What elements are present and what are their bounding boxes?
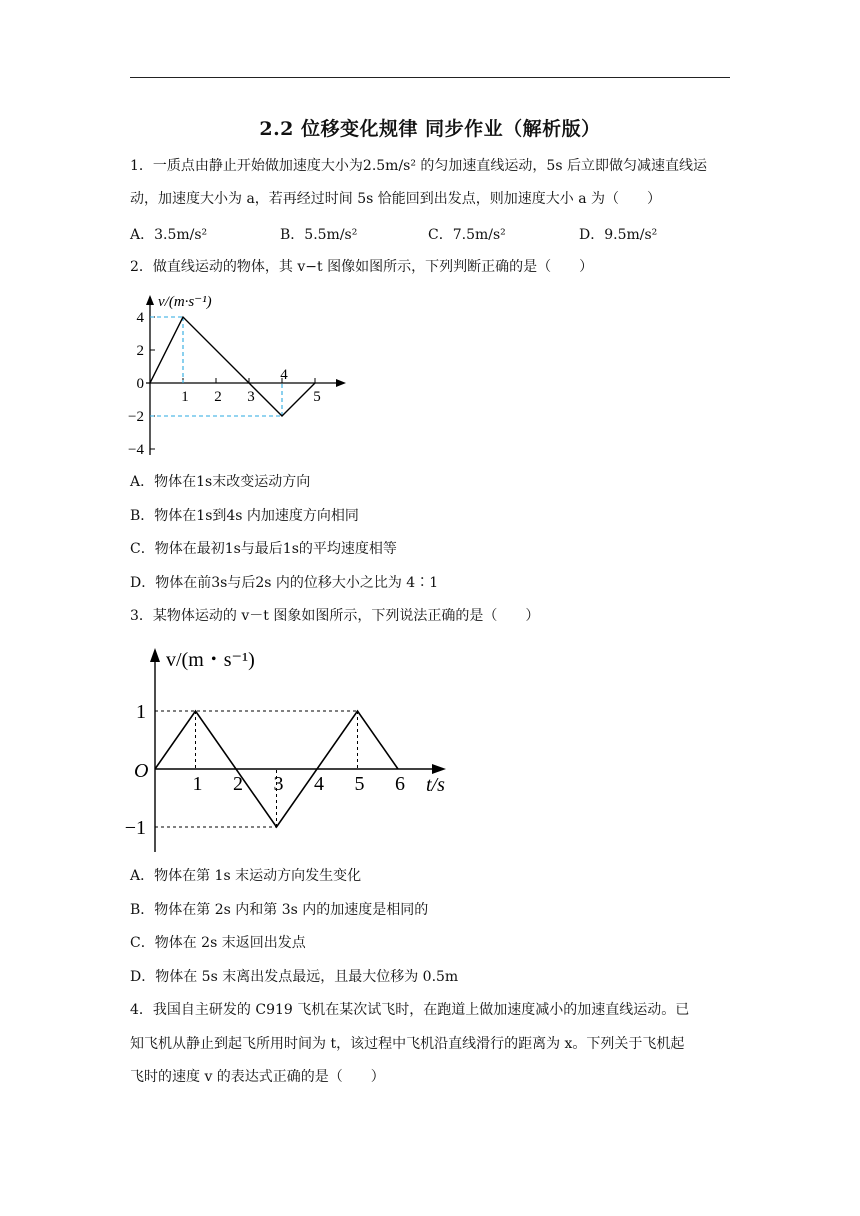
x-tick-label: 3 xyxy=(273,773,284,795)
q3-option-a[interactable]: A．物体在第 1s 末运动方向发生变化 xyxy=(130,868,362,884)
y-tick-label: −4 xyxy=(128,442,144,458)
q1-option-c[interactable]: C．7.5m/s² xyxy=(428,227,506,243)
x-tick-label: 6 xyxy=(395,773,405,795)
x-tick-label: 5 xyxy=(354,773,365,795)
y-tick-label: 0 xyxy=(136,376,144,392)
q1-stem-line1: 1．一质点由静止开始做加速度大小为2.5m/s² 的匀加速直线运动，5s 后立即做匀减速直线运 xyxy=(130,158,707,174)
y-axis-arrow xyxy=(150,648,160,662)
q1-option-d[interactable]: D．9.5m/s² xyxy=(579,227,658,243)
q2-option-c[interactable]: C．物体在最初1s与最后1s的平均速度相等 xyxy=(130,541,397,557)
y-axis-label: v/(m・s⁻¹) xyxy=(166,649,255,671)
x-axis-arrow xyxy=(432,764,446,774)
q2-option-b[interactable]: B．物体在1s到4s 内加速度方向相同 xyxy=(130,508,359,524)
x-tick-label: 2 xyxy=(233,773,243,795)
q1-stem-line2: 动，加速度大小为 a，若再经过时间 5s 恰能回到出发点，则加速度大小 a 为（ ） xyxy=(130,191,662,207)
q2-option-d[interactable]: D．物体在前3s与后2s 内的位移大小之比为 4∶1 xyxy=(130,575,439,591)
q4-stem-line3: 飞时的速度 v 的表达式正确的是（ ） xyxy=(130,1069,385,1085)
x-tick-label: 4 xyxy=(314,773,324,795)
q4-stem-line2: 知飞机从静止到起飞所用时间为 t，该过程中飞机沿直线滑行的距离为 x。下列关于飞机起 xyxy=(130,1036,685,1052)
q3-vt-graph xyxy=(124,640,460,855)
x-tick-label: 3 xyxy=(247,389,255,405)
q1-option-a[interactable]: A．3.5m/s² xyxy=(130,227,208,243)
q2-option-a[interactable]: A．物体在1s末改变运动方向 xyxy=(130,474,311,490)
y-tick-label: 2 xyxy=(136,343,144,359)
x-tick-label: 2 xyxy=(214,389,222,405)
origin-label: O xyxy=(134,760,149,782)
q3-stem: 3．某物体运动的 v－t 图象如图所示，下列说法正确的是（ ） xyxy=(130,608,540,624)
x-tick-label: 4 xyxy=(280,367,288,383)
x-axis-arrow xyxy=(336,379,346,387)
y-tick-label: −2 xyxy=(128,409,144,425)
x-tick-label: 1 xyxy=(192,773,203,795)
x-tick-label: 5 xyxy=(313,389,321,405)
x-axis-label: t/s xyxy=(426,774,445,796)
y-axis-label: v/(m·s⁻¹) xyxy=(158,294,212,310)
y-tick-label: 1 xyxy=(136,701,146,723)
header-rule xyxy=(130,77,730,78)
q2-vt-graph xyxy=(130,285,360,460)
q1-option-b[interactable]: B．5.5m/s² xyxy=(280,227,358,243)
x-tick-label: 1 xyxy=(181,389,189,405)
q3-option-d[interactable]: D．物体在 5s 末离出发点最远，且最大位移为 0.5m xyxy=(130,969,459,985)
series-line xyxy=(150,317,315,416)
y-tick-label: 4 xyxy=(136,310,144,326)
q1-options xyxy=(130,224,730,246)
q3-option-c[interactable]: C．物体在 2s 末返回出发点 xyxy=(130,935,306,951)
y-axis-arrow xyxy=(146,295,154,305)
y-tick-label: −1 xyxy=(124,817,146,839)
q4-stem-line1: 4．我国自主研发的 C919 飞机在某次试飞时，在跑道上做加速度减小的加速直线运动。已 xyxy=(130,1002,690,1018)
q3-option-b[interactable]: B．物体在第 2s 内和第 3s 内的加速度是相同的 xyxy=(130,902,429,918)
q2-stem: 2．做直线运动的物体，其 v−t 图像如图所示，下列判断正确的是（ ） xyxy=(130,259,594,275)
page-title: 2.2 位移变化规律 同步作业（解析版） xyxy=(259,118,601,140)
